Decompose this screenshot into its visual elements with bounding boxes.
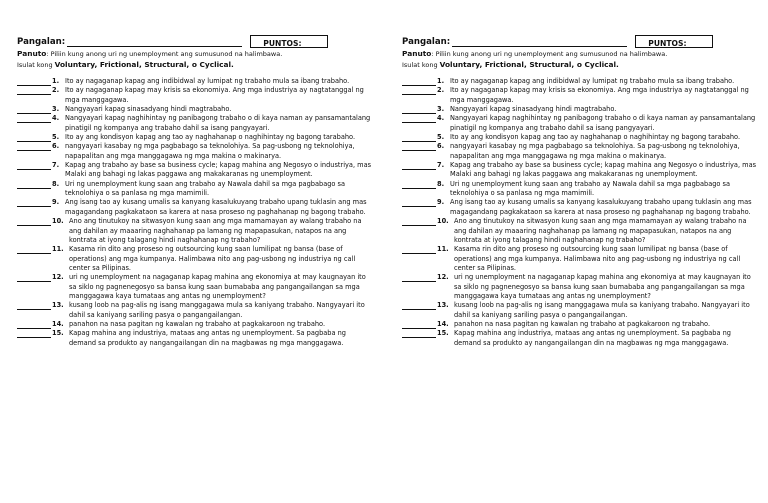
name-label: Pangalan:	[17, 37, 66, 47]
answer-blank[interactable]	[17, 77, 51, 86]
question-number: 14.	[52, 319, 64, 328]
question-item	[402, 320, 757, 329]
question-item	[402, 86, 757, 105]
answer-blank[interactable]	[402, 114, 436, 123]
question-text: Ang isang tao ay kusang umalis sa kanyang kasalukuyang trabaho upang tuklasin ang mas magagandang pagkakataon sa karera at nasa proseso ng paghahanap ng bagong trabaho.	[65, 198, 367, 216]
answer-blank[interactable]	[402, 301, 436, 310]
question-item	[17, 217, 372, 245]
question-number: 12.	[52, 273, 64, 282]
panuto-label: Panuto	[402, 49, 432, 58]
question-text: Ito ay nagaganap kapag ang indibidwal ay lumipat ng trabaho mula sa ibang trabaho.	[450, 77, 735, 85]
answer-blank[interactable]	[402, 180, 436, 189]
answer-blank[interactable]	[17, 114, 51, 123]
isulat-text: Isulat kong	[402, 60, 440, 69]
question-item	[402, 301, 757, 320]
question-item	[402, 273, 757, 301]
question-number: 9.	[52, 198, 60, 207]
answer-blank[interactable]	[402, 105, 436, 114]
question-text: Uri ng unemployment kung saan ang trabaho ay Nawala dahil sa mga pagbabago sa teknolohiya o sa panlasa ng mga mamimili.	[450, 179, 731, 198]
question-text: Kasama rin dito ang proseso ng outsourcing kung saan lumilipat ng bansa (base of operations) ang mga kumpanya. Halimbawa nito ang pag-usbong ng industriya ng call center sa Pilipinas.	[69, 245, 356, 272]
answer-blank[interactable]	[402, 320, 436, 329]
question-item	[17, 133, 372, 142]
question-text: Ito ay ang kondisyon kapag ang tao ay naghahanap o naghihintay ng bagong tarabaho.	[450, 133, 741, 142]
instructions	[17, 49, 372, 70]
question-item	[17, 329, 372, 348]
question-list	[402, 77, 757, 348]
question-number: 6.	[437, 142, 445, 151]
answer-blank[interactable]	[17, 245, 51, 254]
score-box[interactable]	[250, 35, 328, 48]
answer-blank[interactable]	[402, 245, 436, 254]
question-item	[402, 77, 757, 86]
question-number: 5.	[437, 133, 445, 142]
question-number: 8.	[52, 179, 60, 188]
question-text: uri ng unemployment na nagaganap kapag mahina ang ekonomiya at may kaugnayan ito sa siklo ng pagnenegosyo sa bansa kung saan bumababa ang pangangailangan sa mga manggagawa kaya tumataas ang antas ng unemployment?	[69, 273, 366, 300]
question-item	[17, 198, 372, 217]
score-label: PUNTOS:	[648, 39, 687, 48]
panuto-label: Panuto	[17, 49, 47, 58]
answer-blank[interactable]	[17, 180, 51, 189]
question-number: 14.	[437, 319, 449, 328]
question-number: 11.	[52, 245, 64, 254]
answer-blank[interactable]	[17, 320, 51, 329]
question-number: 8.	[437, 179, 445, 188]
question-text: kusang loob na pag-alis ng isang manggagawa mula sa kaniyang trabaho. Nangyayari ito dahil sa kaniyang sariling pasya o pangangailangan.	[454, 301, 750, 319]
question-text: Ito ay nagaganap kapag ang indibidwal ay lumipat ng trabaho mula sa ibang trabaho.	[65, 77, 350, 85]
answer-blank[interactable]	[17, 217, 51, 226]
panuto-text: : Piliin kung anong uri ng unemployment ang sumusunod na halimbawa.	[46, 50, 283, 58]
worksheet-header	[402, 27, 757, 47]
question-number: 2.	[52, 86, 60, 95]
question-text: Ano ang tinutukoy na sitwasyon kung saan ang mga mamamayan ay walang trabaho na ang dahilan ay maaaring naghahanap pa lamang ng mapapasukan, natapos na ang kontrata at iyong talagang hindi naghahanap ng trabaho?	[454, 217, 747, 244]
question-number: 15.	[437, 329, 449, 338]
question-text: Nangyayari kapag naghihintay ng panibagong trabaho o di kaya naman ay pansamantalang pinatigil ng kompanya ang trabaho dahil sa isang pangyayari.	[65, 114, 371, 132]
question-item	[402, 161, 757, 180]
unemployment-types: Voluntary, Frictional, Structural, o Cyclical.	[439, 59, 619, 69]
question-item	[17, 114, 372, 133]
question-number: 3.	[437, 105, 445, 114]
isulat-text: Isulat kong	[17, 60, 55, 69]
answer-blank[interactable]	[17, 142, 51, 151]
question-text: Ito ay ang kondisyon kapag ang tao ay naghahanap o naghihintay ng bagong tarabaho.	[65, 133, 356, 142]
question-item	[17, 105, 372, 114]
worksheet-header	[17, 27, 372, 47]
question-text: Kapag ang trabaho ay base sa business cycle; kapag mahina ang Negosyo o industriya, mas Malaki ang bahagi ng lakas paggawa ang makakaranas ng unemployment.	[450, 161, 757, 179]
question-text: kusang loob na pag-alis ng isang manggagawa mula sa kaniyang trabaho. Nangyayari ito dahil sa kaniyang sariling pasya o pangangailangan.	[69, 301, 365, 319]
question-number: 12.	[437, 273, 449, 282]
question-text: Kapag ang trabaho ay base sa business cycle; kapag mahina ang Negosyo o industriya, mas Malaki ang bahagi ng lakas paggawa ang makakaranas ng unemployment.	[65, 161, 372, 179]
question-number: 4.	[52, 114, 60, 123]
question-number: 10.	[437, 217, 449, 226]
question-number: 15.	[52, 329, 64, 338]
question-number: 13.	[437, 301, 449, 310]
question-text: panahon na nasa pagitan ng kawalan ng trabaho at pagkakaroon ng trabaho.	[454, 319, 711, 328]
question-item	[402, 142, 757, 161]
answer-blank[interactable]	[402, 329, 436, 338]
question-text: Ang isang tao ay kusang umalis sa kanyang kasalukuyang trabaho upang tuklasin ang mas magagandang pagkakataon sa karera at nasa proseso ng paghahanap ng bagong trabaho.	[450, 198, 752, 216]
question-text: nangyayari kasabay ng mga pagbabago sa teknolohiya. Sa pag-usbong ng teknolohiya, napapalitan ang mga manggagawa ng mga makina o makinarya.	[450, 142, 740, 160]
question-text: Nangyayari kapag sinasadyang hindi magtrabaho.	[450, 105, 617, 114]
answer-blank[interactable]	[402, 142, 436, 151]
question-text: Kasama rin dito ang proseso ng outsourcing kung saan lumilipat ng bansa (base of operations) ang mga kumpanya. Halimbawa nito ang pag-usbong ng industriya ng call center sa Pilipinas.	[454, 245, 741, 272]
answer-blank[interactable]	[402, 86, 436, 95]
question-text: Nangyayari kapag naghihintay ng panibagong trabaho o di kaya naman ay pansamantalang pinatigil ng kompanya ang trabaho dahil sa isang pangyayari.	[450, 114, 756, 132]
question-item	[17, 142, 372, 161]
question-item	[17, 86, 372, 105]
question-number: 4.	[437, 114, 445, 123]
answer-blank[interactable]	[402, 77, 436, 86]
question-item	[17, 320, 372, 329]
question-text: panahon na nasa pagitan ng kawalan ng trabaho at pagkakaroon ng trabaho.	[69, 319, 326, 328]
question-text: Ito ay nagaganap kapag may krisis sa ekonomiya. Ang mga industriya ay nagtatanggal ng mga manggagawa.	[450, 86, 749, 104]
score-label: PUNTOS:	[263, 39, 302, 48]
question-text: Ano ang tinutukoy na sitwasyon kung saan ang mga mamamayan ay walang trabaho na ang dahilan ay maaaring naghahanap pa lamang ng mapapasukan, natapos na ang kontrata at iyong talagang hindi naghahanap ng trabaho?	[69, 217, 362, 244]
question-item	[402, 114, 757, 133]
answer-blank[interactable]	[17, 161, 51, 170]
question-item	[17, 273, 372, 301]
worksheet-right	[402, 27, 757, 503]
answer-blank[interactable]	[402, 273, 436, 282]
question-number: 2.	[437, 86, 445, 95]
question-item	[17, 301, 372, 320]
question-item	[17, 180, 372, 199]
question-item	[402, 180, 757, 199]
question-number: 9.	[437, 198, 445, 207]
question-list	[17, 77, 372, 348]
panuto-text: : Piliin kung anong uri ng unemployment ang sumusunod na halimbawa.	[431, 50, 668, 58]
question-text: Nangyayari kapag sinasadyang hindi magtrabaho.	[65, 105, 232, 114]
name-field[interactable]	[67, 37, 242, 47]
question-text: nangyayari kasabay ng mga pagbabago sa teknolohiya. Sa pag-usbong ng teknolohiya, napapalitan ang mga manggagawa ng mga makina o makinarya.	[65, 142, 355, 160]
answer-blank[interactable]	[17, 133, 51, 142]
question-number: 13.	[52, 301, 64, 310]
answer-blank[interactable]	[402, 217, 436, 226]
question-number: 10.	[52, 217, 64, 226]
question-item	[402, 329, 757, 348]
name-label: Pangalan:	[402, 37, 451, 47]
score-box[interactable]	[635, 35, 713, 48]
unemployment-types: Voluntary, Frictional, Structural, o Cyclical.	[54, 59, 234, 69]
answer-blank[interactable]	[17, 86, 51, 95]
question-text: Uri ng unemployment kung saan ang trabaho ay Nawala dahil sa mga pagbabago sa teknolohiya o sa panlasa ng mga mamimili.	[65, 179, 346, 198]
answer-blank[interactable]	[402, 161, 436, 170]
answer-blank[interactable]	[402, 133, 436, 142]
question-number: 1.	[52, 77, 60, 85]
question-item	[17, 245, 372, 273]
question-number: 3.	[52, 105, 60, 114]
question-item	[17, 161, 372, 180]
question-text: Kapag mahina ang industriya, mataas ang antas ng unemployment. Sa pagbaba ng demand sa produkto ay nangangailangan din na magbawas ng mga manggagawa.	[69, 329, 346, 347]
question-number: 5.	[52, 133, 60, 142]
question-item	[402, 133, 757, 142]
question-text: uri ng unemployment na nagaganap kapag mahina ang ekonomiya at may kaugnayan ito sa siklo ng pagnenegosyo sa bansa kung saan bumababa ang pangangailangan sa mga manggagawa kaya tumataas ang antas ng unemployment?	[454, 273, 751, 300]
question-item	[17, 77, 372, 86]
question-item	[402, 105, 757, 114]
question-item	[402, 217, 757, 245]
answer-blank[interactable]	[17, 198, 51, 207]
question-number: 1.	[437, 77, 445, 85]
question-text: Ito ay nagaganap kapag may krisis sa ekonomiya. Ang mga industriya ay nagtatanggal ng mga manggagawa.	[65, 86, 364, 104]
question-text: Kapag mahina ang industriya, mataas ang antas ng unemployment. Sa pagbaba ng demand sa produkto ay nangangailangan din na magbawas ng mga manggagawa.	[454, 329, 731, 347]
answer-blank[interactable]	[17, 301, 51, 310]
instructions	[402, 49, 757, 70]
worksheet-left	[17, 27, 372, 503]
question-number: 7.	[437, 161, 445, 170]
question-number: 6.	[52, 142, 60, 151]
answer-blank[interactable]	[17, 273, 51, 282]
answer-blank[interactable]	[17, 329, 51, 338]
question-item	[402, 245, 757, 273]
question-number: 11.	[437, 245, 449, 254]
answer-blank[interactable]	[17, 105, 51, 114]
answer-blank[interactable]	[402, 198, 436, 207]
question-item	[402, 198, 757, 217]
name-field[interactable]	[452, 37, 627, 47]
question-number: 7.	[52, 161, 60, 170]
